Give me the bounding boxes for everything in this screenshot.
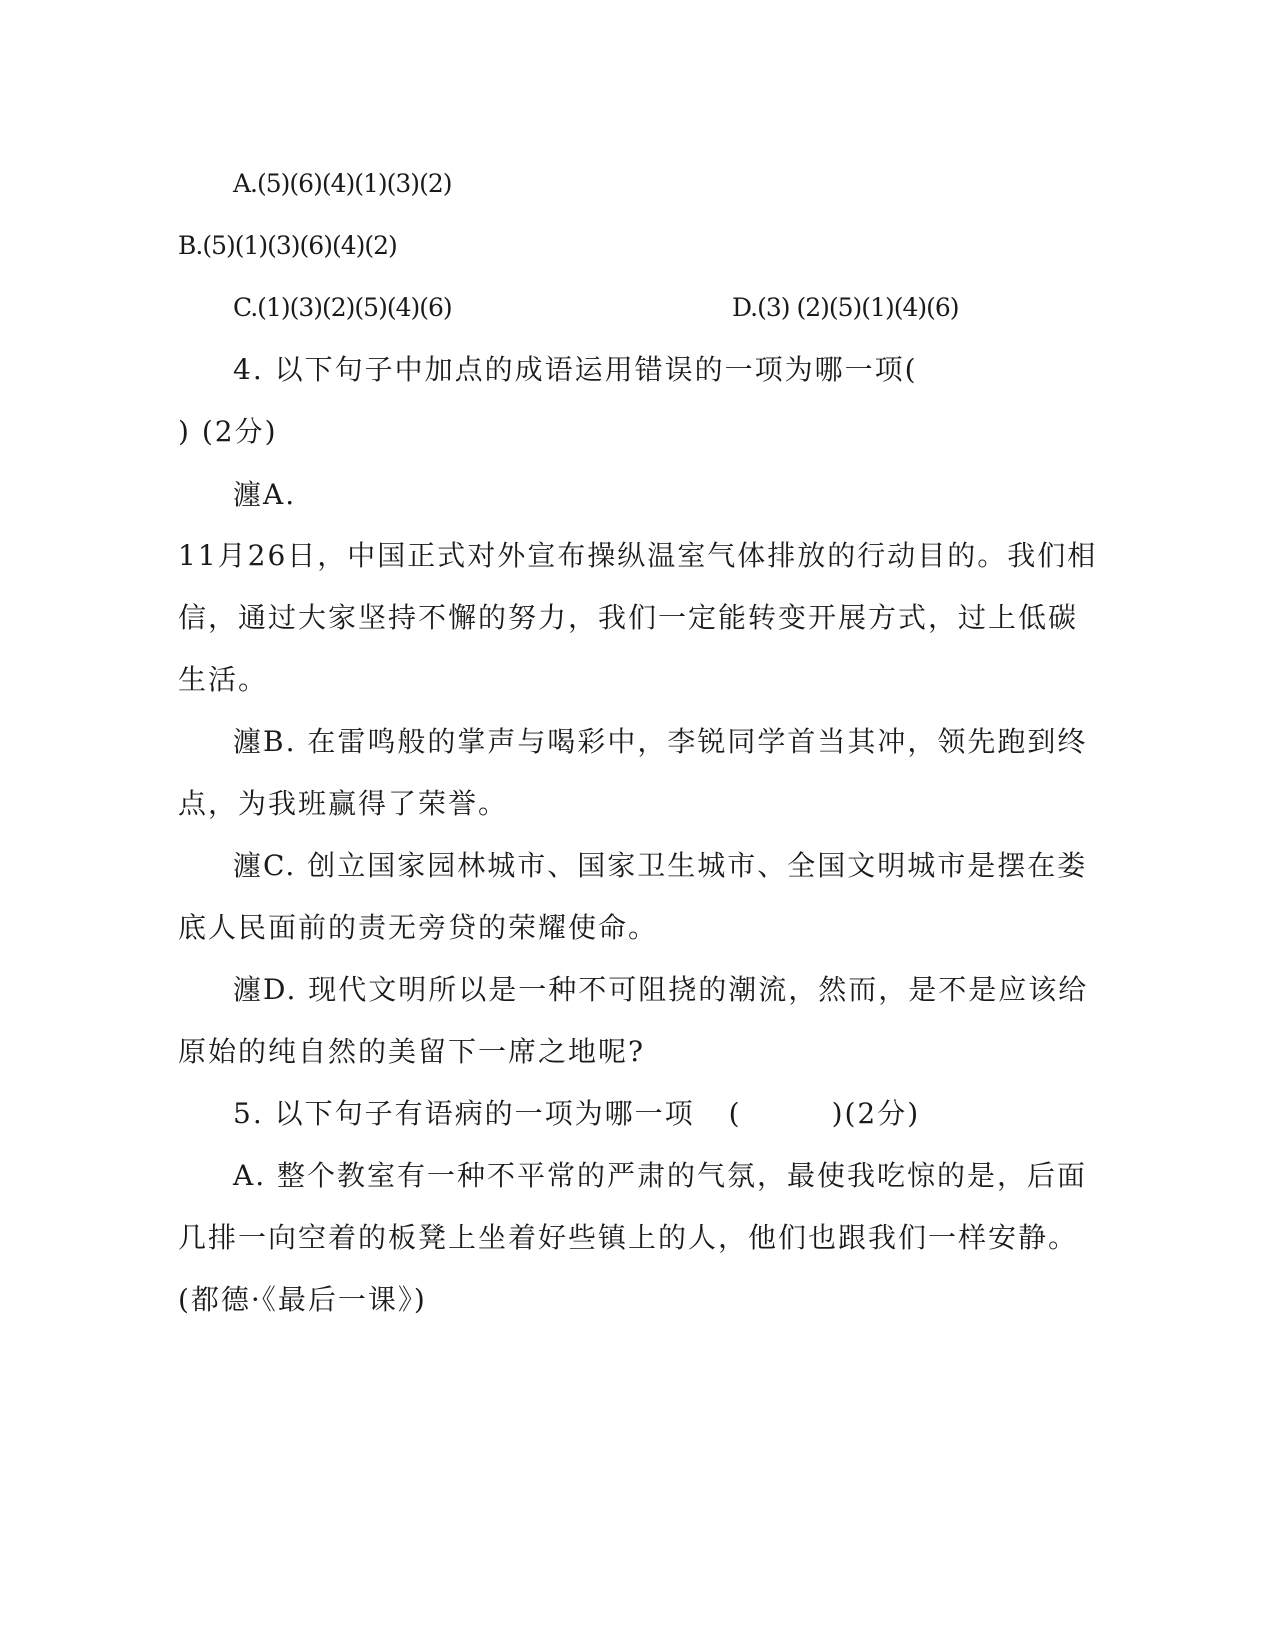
q4-option-a-line3: 生活。 (178, 663, 269, 696)
q4-stem: 4. 以下句子中加点的成语运用错误的一项为哪一项( (233, 353, 918, 386)
q4-option-a-line1: 11月26日，中国正式对外宣布操纵温室气体排放的行动目的。我们相 (178, 539, 1098, 572)
q3-option-b: B.(5)(1)(3)(6)(4)(2) (178, 231, 397, 260)
q4-option-c-line1: 瀍C. 创立国家园林城市、国家卫生城市、全国文明城市是摆在娄 (233, 849, 1088, 882)
q5-option-a-line1: A. 整个教室有一种不平常的严肃的气氛，最使我吃惊的是，后面 (233, 1159, 1088, 1192)
q5-option-a-line2: 几排一向空着的板凳上坐着好些镇上的人，他们也跟我们一样安静。 (178, 1221, 1079, 1254)
q5-stem (233, 1096, 920, 1132)
q4-option-a-line2: 信，通过大家坚持不懈的努力，我们一定能转变开展方式，过上低碳 (178, 601, 1079, 634)
q4-option-c-line2: 底人民面前的责无旁贷的荣耀使命。 (178, 911, 659, 944)
q4-stem-end: ) (2分) (178, 415, 278, 448)
q3-option-a: A.(5)(6)(4)(1)(3)(2) (233, 169, 452, 198)
q4-option-b-line1: 瀍B. 在雷鸣般的掌声与喝彩中，李锐同学首当其冲，领先跑到终 (233, 725, 1088, 758)
q3-option-c: C.(1)(3)(2)(5)(4)(6) (233, 293, 452, 322)
q5-option-a-source: (都德·《最后一课》) (178, 1283, 427, 1316)
q3-option-d: D.(3) (2)(5)(1)(4)(6) (732, 293, 959, 322)
q5-answer-paren-close: ) (831, 1097, 845, 1130)
q5-answer-paren-open: ( (728, 1097, 742, 1130)
q4-option-a-label: 瀍A. (233, 478, 297, 511)
q4-option-d-line1: 瀍D. 现代文明所以是一种不可阻挠的潮流，然而，是不是应该给 (233, 973, 1089, 1006)
q5-score: (2分) (844, 1097, 921, 1130)
q4-option-d-line2: 原始的纯自然的美留下一席之地呢? (178, 1035, 646, 1068)
q5-stem-text: 5. 以下句子有语病的一项为哪一项 (233, 1097, 695, 1130)
q4-option-b-line2: 点，为我班赢得了荣誉。 (178, 787, 509, 820)
